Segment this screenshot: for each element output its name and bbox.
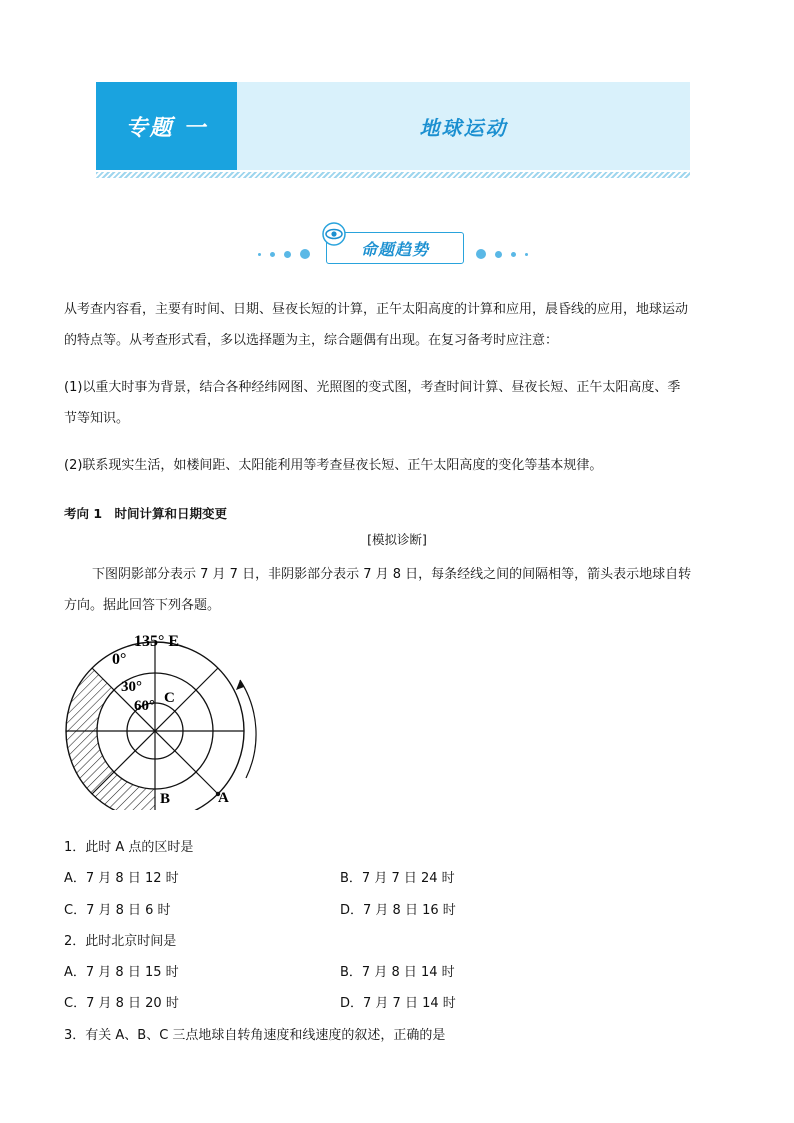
question-2-option-c: C．7 月 8 日 20 时 bbox=[64, 996, 179, 1011]
eye-icon bbox=[322, 222, 346, 246]
trend-label: 命题趋势 bbox=[326, 232, 464, 264]
left-dots bbox=[258, 249, 310, 259]
section-heading: 考向 1 时间计算和日期变更 bbox=[64, 506, 228, 521]
question-2-option-b: B．7 月 8 日 14 时 bbox=[340, 965, 455, 980]
section-note: [模拟诊断] bbox=[367, 532, 427, 547]
label-a: A bbox=[218, 790, 229, 806]
chapter-number: 专题 一 bbox=[96, 82, 237, 170]
intro-paragraph: 从考查内容看，主要有时间、日期、昼夜长短的计算，正午太阳高度的计算和应用，晨昏线的应用，地球运动 的特点等。从考查形式看，多以选择题为主，综合题偶有出现。在复习备考时应注意： bbox=[64, 302, 689, 348]
chapter-banner bbox=[96, 82, 690, 170]
question-intro: 下图阴影部分表示 7 月 7 日，非阴影部分表示 7 月 8 日，每条经线之间的间隔相等，箭头表示地球自转 方向。据此回答下列各题。 bbox=[64, 567, 692, 613]
label-30: 30° bbox=[121, 679, 142, 695]
right-dots bbox=[476, 249, 528, 259]
label-c: C bbox=[164, 690, 175, 706]
polar-view-figure bbox=[60, 628, 280, 810]
rotation-arrow bbox=[240, 680, 256, 778]
banner-divider bbox=[96, 172, 690, 178]
point-1: (1)以重大时事为背景，结合各种经纬网图、光照图的变式图，考查时间计算、昼夜长短、正午太阳高度、季 节等知识。 bbox=[64, 380, 681, 426]
label-60: 60° bbox=[134, 698, 155, 714]
question-1-option-d: D．7 月 8 日 16 时 bbox=[340, 903, 456, 918]
arrow-head bbox=[236, 680, 244, 690]
question-2-option-d: D．7 月 7 日 14 时 bbox=[340, 996, 456, 1011]
question-1-option-b: B．7 月 7 日 24 时 bbox=[340, 871, 455, 886]
question-1-stem: 1．此时 A 点的区时是 bbox=[64, 840, 194, 855]
question-2-option-a: A．7 月 8 日 15 时 bbox=[64, 965, 179, 980]
chapter-title: 地球运动 bbox=[237, 82, 690, 170]
label-135e: 135° E bbox=[134, 633, 180, 650]
point-2: (2)联系现实生活，如楼间距、太阳能利用等考查昼夜长短、正午太阳高度的变化等基本规律。 bbox=[64, 458, 603, 473]
question-1-option-c: C．7 月 8 日 6 时 bbox=[64, 903, 171, 918]
trend-header bbox=[250, 222, 550, 268]
question-2-stem: 2．此时北京时间是 bbox=[64, 934, 177, 949]
label-b: B bbox=[160, 791, 171, 807]
label-0: 0° bbox=[112, 651, 127, 668]
question-1-option-a: A．7 月 8 日 12 时 bbox=[64, 871, 179, 886]
question-3-stem: 3．有关 A、B、C 三点地球自转角速度和线速度的叙述，正确的是 bbox=[64, 1028, 446, 1043]
